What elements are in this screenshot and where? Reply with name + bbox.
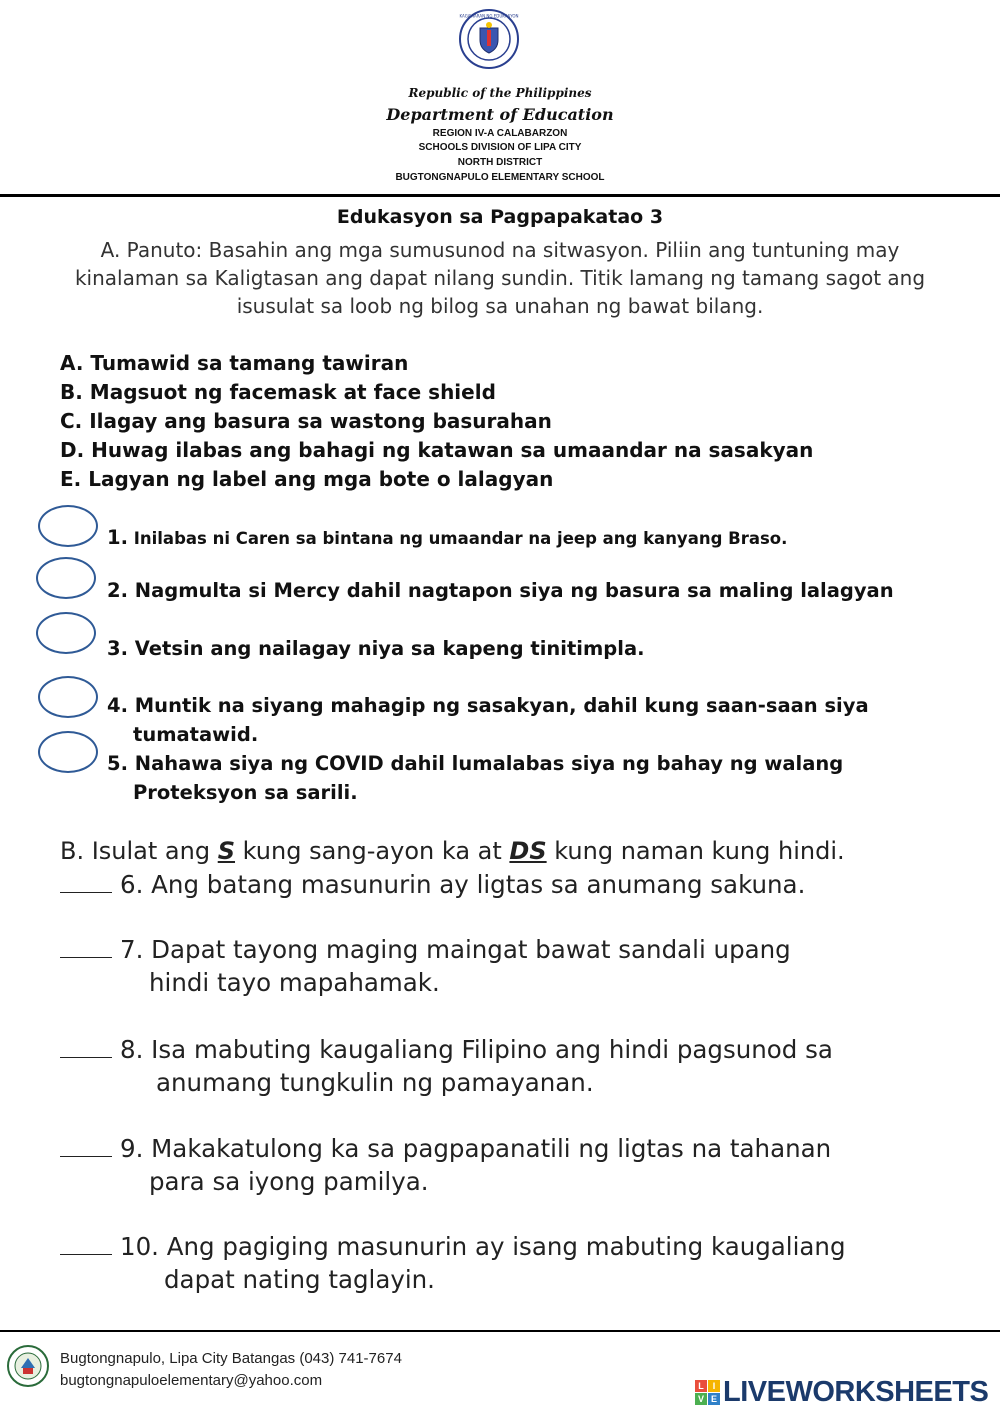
deped-seal-icon [458, 8, 520, 70]
section-b-ds: DS [509, 837, 547, 865]
item-6 [60, 868, 805, 901]
section-b-s: S [217, 837, 236, 865]
question-3 [107, 634, 645, 663]
choice-d: D. Huwag ilabas ang bahagi ng katawan sa umaandar na sasakyan [60, 438, 814, 462]
footer-address: Bugtongnapulo, Lipa City Batangas (043) 741-7674 [60, 1350, 402, 1367]
choice-a: A. Tumawid sa tamang tawiran [60, 351, 409, 375]
question-5-number: 5. [107, 752, 128, 775]
header-division: SCHOOLS DIVISION OF LIPA CITY [418, 142, 582, 153]
footer-email: bugtongnapuloelementary@yahoo.com [60, 1372, 323, 1389]
item-8-line2: anumang tungkulin ng pamayanan. [156, 1068, 594, 1097]
header-school: BUGTONGNAPULO ELEMENTARY SCHOOL [395, 172, 605, 183]
item-9-line1: 9. Makakatulong ka sa pagpapanatili ng ligtas na tahanan [120, 1134, 832, 1163]
instructions: A. Panuto: Basahin ang mga sumusunod na sitwasyon. Piliin ang tuntuning may kinalaman sa Kaligtasan ang dapat nilang sundin. Titik lamang ng tamang sagot ang isusulat sa loob ng bilog sa unahan ng bawat bilang. [74, 238, 926, 318]
question-3-text: Vetsin ang nailagay niya sa kapeng tinitimpla. [134, 637, 645, 660]
item-10-line2: dapat nating taglayin. [164, 1265, 435, 1294]
brand-letter-e: E [708, 1393, 720, 1405]
choice-e: E. Lagyan ng label ang mga bote o lalagyan [60, 467, 554, 491]
header-region: REGION IV-A CALABARZON [432, 128, 568, 139]
question-1 [107, 523, 787, 553]
question-1-text: Inilabas ni Caren sa bintana ng umaandar na jeep ang kanyang Braso. [133, 529, 788, 548]
header-republic: Republic of the Philippines [408, 86, 592, 100]
question-4 [107, 691, 869, 749]
section-b-post: kung naman kung hindi. [546, 837, 845, 865]
question-5 [107, 749, 843, 807]
question-4-text-line2: tumatawid. [133, 723, 259, 746]
question-3-number: 3. [107, 637, 128, 660]
question-2 [107, 576, 894, 605]
section-b-instruction [60, 835, 845, 868]
item-7 [60, 933, 791, 999]
answer-circle-1[interactable] [38, 505, 98, 547]
section-b-pre: B. Isulat ang [60, 837, 218, 865]
answer-circle-4[interactable] [38, 676, 98, 718]
section-b-mid: kung sang-ayon ka at [235, 837, 510, 865]
answer-blank-8[interactable] [60, 1035, 112, 1058]
page-title: Edukasyon sa Pagpapakatao 3 [336, 206, 664, 228]
liveworksheets-logo[interactable] [695, 1372, 988, 1412]
item-9 [60, 1132, 831, 1198]
question-2-text: Nagmulta si Mercy dahil nagtapon siya ng basura sa maling lalagyan [134, 579, 894, 602]
header-divider [0, 194, 1000, 197]
answer-blank-10[interactable] [60, 1232, 112, 1255]
item-8 [60, 1033, 833, 1099]
answer-circle-5[interactable] [38, 731, 98, 773]
question-4-number: 4. [107, 694, 128, 717]
item-9-line2: para sa iyong pamilya. [149, 1167, 429, 1196]
brand-letter-i: I [708, 1380, 720, 1392]
answer-blank-6[interactable] [60, 870, 112, 893]
answer-circle-2[interactable] [36, 557, 96, 599]
item-8-line1: 8. Isa mabuting kaugaliang Filipino ang hindi pagsunod sa [120, 1035, 833, 1064]
seal-text: KAGAWARAN NG EDUKASYON [459, 13, 519, 19]
brand-letter-l: L [695, 1380, 707, 1392]
choices-list [60, 349, 813, 494]
answer-blank-9[interactable] [60, 1134, 112, 1157]
item-6-text: 6. Ang batang masunurin ay ligtas sa anumang sakuna. [120, 870, 806, 899]
school-seal-icon [6, 1338, 50, 1394]
choice-c: C. Ilagay ang basura sa wastong basurahan [60, 409, 552, 433]
question-5-text-line2: Proteksyon sa sarili. [133, 781, 358, 804]
item-10 [60, 1230, 846, 1296]
liveworksheets-icon [695, 1380, 720, 1405]
answer-blank-7[interactable] [60, 935, 112, 958]
header-department: Department of Education [386, 105, 614, 124]
question-4-text-line1: Muntik na siyang mahagip ng sasakyan, dahil kung saan-saan siya [134, 694, 869, 717]
header-district: NORTH DISTRICT [457, 157, 543, 168]
item-7-line1: 7. Dapat tayong maging maingat bawat sandali upang [120, 935, 791, 964]
question-5-text-line1: Nahawa siya ng COVID dahil lumalabas siya ng bahay ng walang [134, 752, 844, 775]
brand-letter-v: V [695, 1393, 707, 1405]
question-1-number: 1. [107, 526, 128, 549]
choice-b: B. Magsuot ng facemask at face shield [60, 380, 496, 404]
item-7-line2: hindi tayo mapahamak. [149, 968, 440, 997]
footer-contact [60, 1348, 402, 1392]
liveworksheets-text: LIVEWORKSHEETS [723, 1375, 989, 1408]
footer-divider [0, 1330, 1000, 1332]
answer-circle-3[interactable] [36, 612, 96, 654]
question-2-number: 2. [107, 579, 128, 602]
item-10-line1: 10. Ang pagiging masunurin ay isang mabuting kaugaliang [120, 1232, 846, 1261]
